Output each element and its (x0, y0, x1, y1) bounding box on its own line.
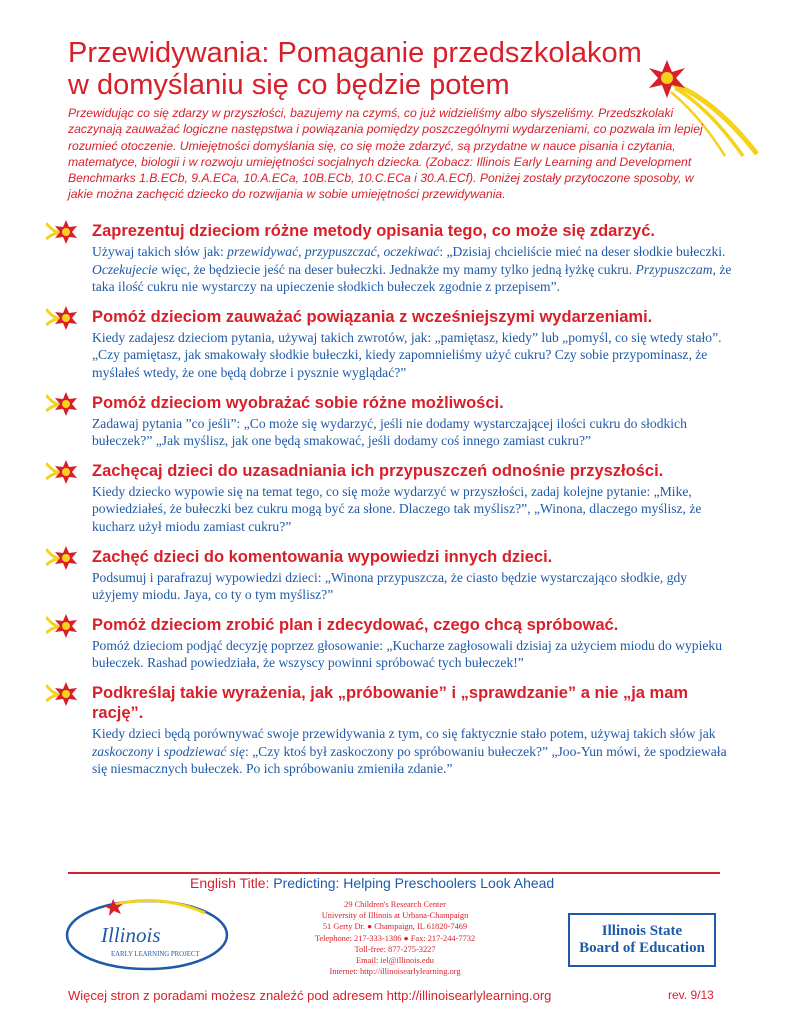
tip-body (92, 483, 732, 536)
tip-body (92, 243, 732, 296)
page-title-line-1: Przewidywania: Pomaganie przedszkolakom (68, 37, 642, 70)
tip-body-text: Używaj takich słów jak: (92, 244, 228, 259)
english-title-value: Predicting: Helping Preschoolers Look Ahead (273, 875, 555, 891)
tip-body-text: i (153, 743, 164, 759)
english-title (190, 875, 554, 891)
tip-body-text: , że taka ilość cukru nie wystarczy na upieczenie słodkich bułeczek zgodnie z przepisem”. (92, 261, 732, 295)
isbe-logo (568, 913, 716, 967)
more-tips-link[interactable]: http://illinoisearlylearning.org (386, 988, 552, 1003)
footer-divider (68, 872, 720, 874)
tip-body-text: Zadawaj pytania ”co jeśli”: „Co może się wydarzyć, jeśli nie dodamy wystarczającej ilości cukru do słodkich bułeczek?” „Jak myślisz, jak one będą smakować, jeśli dodamy coś innego zamiast cukru?” (92, 415, 687, 449)
star-bullet-icon (46, 391, 80, 417)
tip-body-emphasis: spodziewać się (163, 743, 245, 759)
more-tips-line (68, 988, 551, 1003)
illinois-early-learning-logo (65, 893, 230, 973)
star-bullet-icon (46, 545, 80, 571)
tip-item (46, 461, 726, 536)
tip-body-text: Pomóż dzieciom podjąć decyzję poprzez głosowanie: „Kucharze zagłosowali dzisiaj za użyciem miodu do wypieku bułeczek. Rashad powiedziała, że wszyscy powinni spróbować tych bułeczek!” (92, 637, 722, 671)
tip-body-text: Kiedy dziecko wypowie się na temat tego, co się może wydarzyć w przyszłości, zadaj kolejne pytanie: „Mike, powiedziałeś, że bułeczki bez cukru mogą być za słone. Dlaczego tak myślisz?”, „Winona, dlaczego myślisz, że kucharz użył miodu zamiast cukru?” (92, 483, 702, 534)
tip-body-text: Kiedy zadajesz dzieciom pytania, używaj takich zwrotów, jak: „pamiętasz, kiedy” lub „pomyśl, co się wtedy stało”. „Czy pamiętasz, jak smakowały słodkie bułeczki, kiedy zapomnieliśmy użyć cukru? Czy sobie przypominasz, że myślałeś wtedy, że one będą dobrze i pysznie wyglądać?” (92, 329, 722, 380)
tip-heading: Zaprezentuj dzieciom różne metody opisania tego, co może się zdarzyć. (92, 222, 655, 240)
tip-body (92, 637, 732, 672)
english-title-label: English Title: (190, 875, 270, 891)
logo-wordmark: Illinois (101, 923, 161, 947)
tip-body-text: Kiedy dzieci będą porównywać swoje przewidywania z tym, co się faktycznie stało potem, używaj takich słów jak (92, 725, 716, 741)
tip-body-text: więc, że będziecie jeść na deser bułeczki. Jednakże my mamy tylko jedną łyżkę cukru. (157, 261, 636, 277)
contact-line: Telephone: 217-333-1386 ● Fax: 217-244-7732 (314, 933, 476, 943)
star-bullet-icon (46, 305, 80, 331)
tip-item (46, 683, 726, 778)
tip-body-text: : „Czy ktoś był zaskoczony po spróbowaniu bułeczek?” „Joo-Yun mówi, że spodziewała się niesmacznych bułeczek. Po ich spróbowaniu zmieniła zdanie.” (92, 743, 727, 777)
more-tips-text: Więcej stron z poradami możesz znaleźć pod adresem (68, 988, 384, 1003)
tip-heading: Zachęć dzieci do komentowania wypowiedzi innych dzieci. (92, 547, 553, 566)
star-bullet-icon (46, 681, 80, 707)
tip-heading: Zachęcaj dzieci do uzasadniania ich przypuszczeń odnośnie przyszłości. (92, 461, 664, 480)
contact-line[interactable]: Internet: http://illinoisearlylearning.org (329, 967, 461, 977)
tip-body-text: : „Dzisiaj chcieliście mieć na deser słodkie bułeczki. (439, 244, 726, 259)
tip-heading: Pomóż dzieciom wyobrażać sobie różne możliwości. (92, 393, 504, 412)
page-title-line-2: w domyślaniu się co będzie potem (68, 69, 510, 102)
tips-list (46, 221, 732, 789)
tip-body (92, 725, 732, 778)
tip-item (46, 307, 726, 382)
tip-heading: Podkreślaj takie wyrażenia, jak „próbowanie” i „sprawdzanie” a nie „ja mam rację”. (92, 683, 689, 722)
star-bullet-icon (46, 459, 80, 485)
tip-item (46, 547, 726, 604)
star-bullet-icon (46, 219, 80, 245)
contact-line[interactable]: Email: iel@illinois.edu (356, 956, 434, 966)
tip-heading: Pomóż dzieciom zauważać powiązania z wcześniejszymi wydarzeniami. (92, 307, 653, 326)
revision-label: rev. 9/13 (668, 988, 714, 1002)
contact-block (290, 899, 500, 977)
contact-line: University of Illinois at Urbana-Champaign (321, 911, 469, 921)
tip-body-emphasis: zaskoczony (92, 743, 154, 759)
tip-body (92, 329, 732, 382)
tip-body-emphasis: Przypuszczam (635, 261, 713, 277)
tip-body-text: Podsumuj i parafrazuj wypowiedzi dzieci: „Winona przypuszcza, że ciasto będzie wystarczająco słodkie, gdy użyjemy miodu. Jaya, co ty o tym myślisz?” (92, 569, 688, 603)
contact-line: 29 Children's Research Center (344, 900, 446, 909)
tip-body-emphasis: Oczekujecie (92, 261, 158, 277)
tip-body-emphasis: przewidywać, przypuszczać, oczekiwać (227, 244, 440, 259)
tip-body (92, 415, 732, 450)
contact-line: Toll-free: 877-275-3227 (354, 944, 436, 954)
tip-item (46, 221, 732, 296)
tip-item (46, 615, 726, 672)
page-title (68, 37, 708, 101)
tip-heading: Pomóż dzieciom zrobić plan i zdecydować, czego chcą spróbować. (92, 615, 619, 634)
star-bullet-icon (46, 613, 80, 639)
intro-paragraph: Przewidując co się zdarzy w przyszłości, bazujemy na czymś, co już widzieliśmy albo słyszeliśmy. Przedszkolaki zaczynają zauważać logiczne następstwa i powiązania pomiędzy poszczególnymi wydarzeniami, co pozwala im lepiej rozumieć otoczenie. Umiejętności domyślania się, co się może zdarzyć, są przydatne w nauce pisania i czytania, matematyce, biologii i w rozwoju umiejętności socjalnych dziecka. (Zobacz: Illinois Early Learning and Development Benchmarks 1.B.ECb, 9.A.ECa, 10.A.ECa, 10B.ECb, 10.C.ECa i 30.A.ECf). Poniżej zostały przytoczone sposoby, w jakie można zachęcić dziecko do rozwijania w sobie umiejętności przewidywania. (68, 106, 703, 202)
contact-line: 51 Gerty Dr. ● Champaign, IL 61820-7469 (322, 922, 468, 932)
isbe-line-2: Board of Education (579, 940, 705, 956)
tip-body (92, 569, 732, 604)
isbe-line-1: Illinois State (601, 923, 683, 939)
tip-item (46, 393, 726, 450)
logo-subtext: EARLY LEARNING PROJECT (111, 951, 200, 958)
